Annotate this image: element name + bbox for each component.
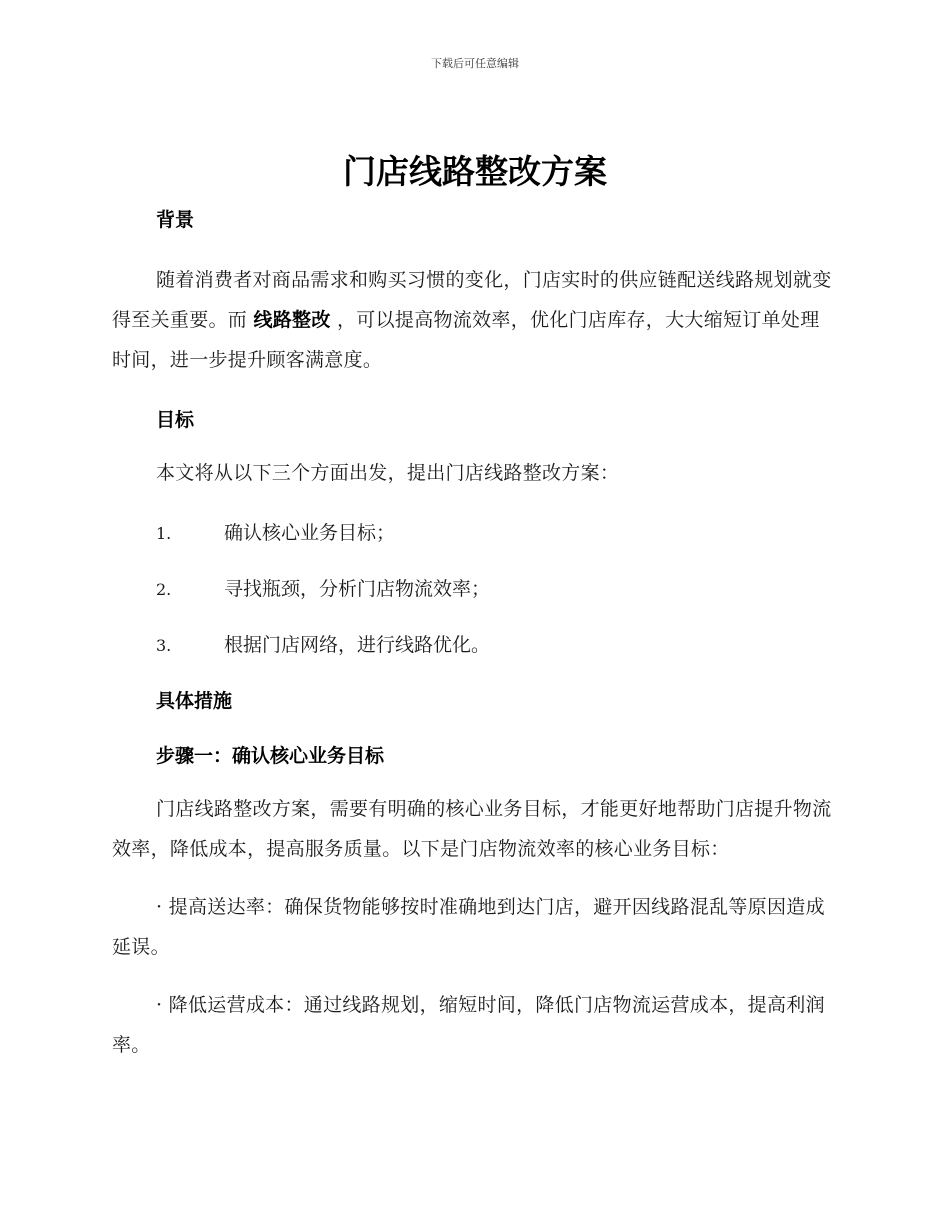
header-note: 下载后可任意编辑 <box>431 57 519 70</box>
section-heading-goal: 目标 <box>156 409 195 431</box>
document-body <box>112 200 832 1065</box>
goal-list-item <box>112 630 832 661</box>
list-text: 确认核心业务目标； <box>224 522 396 544</box>
goal-list-item <box>112 574 832 605</box>
step1-heading: 步骤一：确认核心业务目标 <box>156 745 385 767</box>
list-number: 1. <box>156 524 172 543</box>
background-paragraph <box>112 260 832 380</box>
list-number: 2. <box>156 580 172 599</box>
background-text-1: 随着消费者对商品需求和购买习惯的变化，门店实时的供应链配送线路规划就变得至关重要。而 <box>112 269 832 331</box>
background-text-bold: 线路整改 <box>253 309 331 331</box>
list-text: 根据门店网络，进行线路优化。 <box>224 634 491 656</box>
document-title: 门店线路整改方案 <box>343 152 607 191</box>
goal-list-item <box>112 518 832 549</box>
bullet-paragraph: · 降低运营成本：通过线路规划，缩短时间，降低门店物流运营成本，提高利润率。 <box>112 994 825 1056</box>
section-heading-background: 背景 <box>156 209 195 231</box>
step1-paragraph: 门店线路整改方案，需要有明确的核心业务目标，才能更好地帮助门店提升物流效率，降低成本，提高服务质量。以下是门店物流效率的核心业务目标： <box>112 798 832 860</box>
goal-intro: 本文将从以下三个方面出发，提出门店线路整改方案： <box>156 462 620 484</box>
list-text: 寻找瓶颈，分析门店物流效率； <box>224 578 491 600</box>
section-heading-measures: 具体措施 <box>156 690 233 712</box>
list-number: 3. <box>156 636 172 655</box>
bullet-paragraph: · 提高送达率：确保货物能够按时准确地到达门店，避开因线路混乱等原因造成延误。 <box>112 896 825 958</box>
background-text-2: ，可以提高物流效率，优化门店库存，大大缩短订单处理时间，进一步提升顾客满意度。 <box>112 309 820 371</box>
